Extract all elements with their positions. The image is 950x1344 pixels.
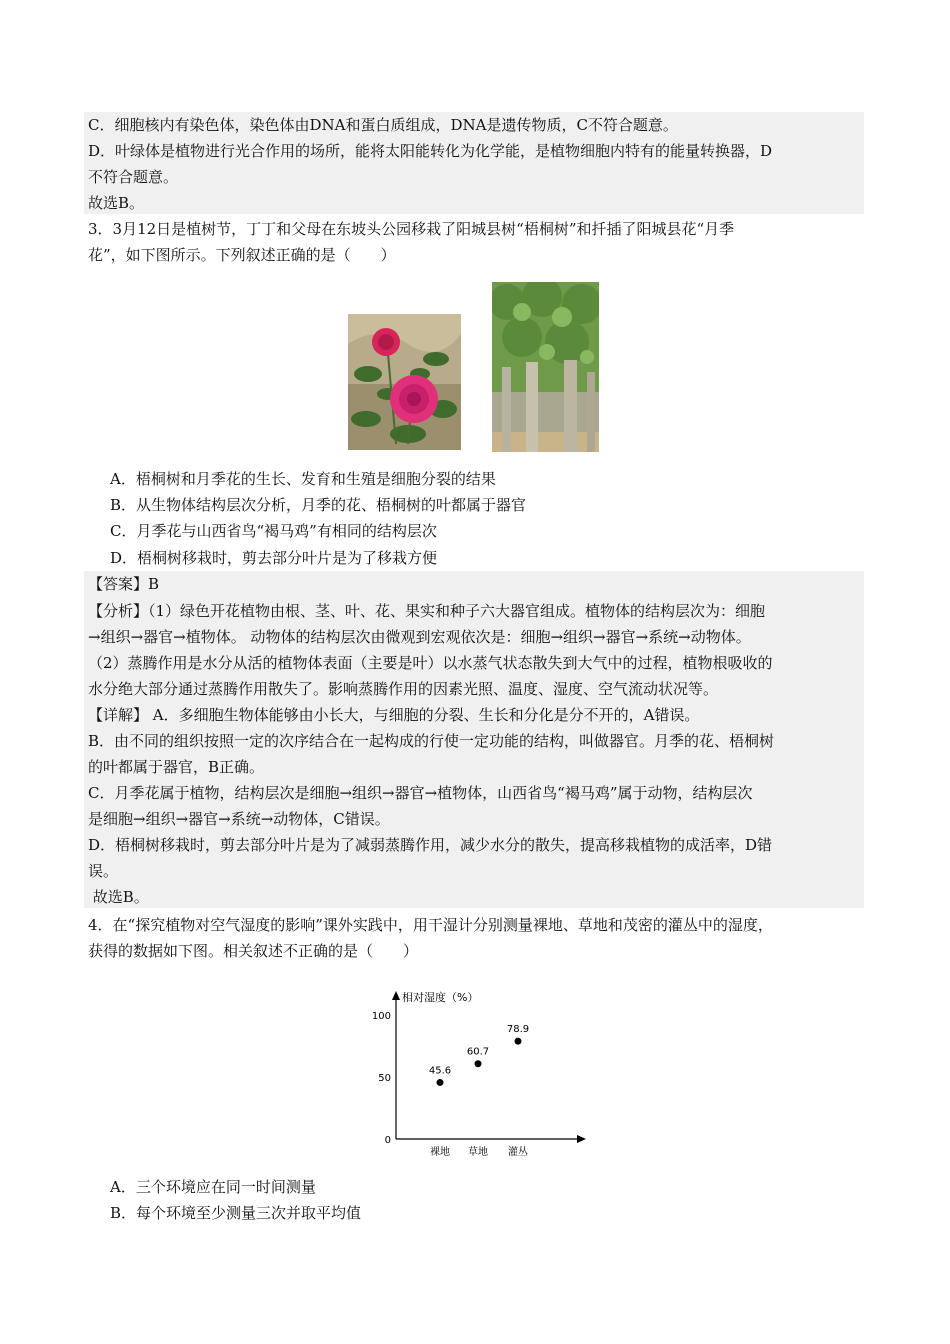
q3-analysis-line: →组织→器官→植物体。 动物体的结构层次由微观到宏观依次是：细胞→组织→器官→系统→动物体。: [88, 628, 751, 646]
data-point: [515, 1038, 522, 1045]
prev-conclusion: 故选B。: [88, 194, 145, 212]
prev-option-c-explanation: C．细胞核内有染色体，染色体由DNA和蛋白质组成，DNA是遗传物质，C不符合题意。: [88, 116, 678, 134]
x-tick-label: 灌丛: [508, 1147, 528, 1158]
humidity-chart: [360, 985, 600, 1160]
q3-detail-line: B．由不同的组织按照一定的次序结合在一起构成的行使一定功能的结构，叫做器官。月季的花、梧桐树: [88, 732, 775, 750]
y-axis-label: 相对湿度（%）: [402, 991, 479, 1004]
y-tick-label: 100: [371, 1011, 391, 1022]
q3-analysis-line: 水分绝大部分通过蒸腾作用散失了。影响蒸腾作用的因素光照、温度、湿度、空气流动状况等。: [88, 680, 719, 698]
q4-stem-line-1: 4．在“探究植物对空气湿度的影响”课外实践中，用干湿计分别测量裸地、草地和茂密的灌丛中的湿度，: [88, 916, 773, 934]
q3-option-c: C．月季花与山西省鸟“褐马鸡”有相同的结构层次: [110, 522, 437, 540]
rose-photo: [348, 314, 461, 450]
y-tick-label: 50: [378, 1073, 391, 1084]
y-axis-arrow: [392, 991, 400, 1000]
q3-answer: 【答案】B: [88, 575, 160, 593]
q3-stem-line-2: 花”，如下图所示。下列叙述正确的是（ ）: [88, 246, 396, 264]
q3-option-a: A．梧桐树和月季花的生长、发育和生殖是细胞分裂的结果: [110, 470, 496, 488]
x-axis-arrow: [577, 1135, 586, 1143]
q4-option-a: A．三个环境应在同一时间测量: [110, 1178, 316, 1196]
data-point: [475, 1060, 482, 1067]
prev-option-d-explanation: D．叶绿体是植物进行光合作用的场所，能将太阳能转化为化学能，是植物细胞内特有的能量转换器，D: [88, 142, 773, 160]
x-tick-label: 裸地: [430, 1147, 450, 1158]
q3-option-b: B．从生物体结构层次分析，月季的花、梧桐树的叶都属于器官: [110, 496, 527, 514]
data-point: [437, 1079, 444, 1086]
q3-analysis-line: 【分析】（1）绿色开花植物由根、茎、叶、花、果实和种子六大器官组成。植物体的结构层次为：细胞: [88, 602, 766, 620]
q4-option-b: B．每个环境至少测量三次并取平均值: [110, 1204, 362, 1222]
q3-conclusion: 故选B。: [88, 888, 149, 906]
q3-analysis-line: （2）蒸腾作用是水分从活的植物体表面（主要是叶）以水蒸气状态散失到大气中的过程，植物根吸收的: [88, 654, 773, 672]
q4-stem-line-2: 获得的数据如下图。相关叙述不正确的是（ ）: [88, 942, 419, 960]
q3-detail-line: C．月季花属于植物，结构层次是细胞→组织→器官→植物体，山西省鸟“褐马鸡”属于动物，结构层次: [88, 784, 753, 802]
data-label: 60.7: [466, 1046, 490, 1058]
q3-detail-line: 的叶都属于器官，B正确。: [88, 758, 265, 776]
q3-detail-line: D．梧桐树移栽时，剪去部分叶片是为了减弱蒸腾作用，减少水分的散失，提高移栽植物的成活率，D错: [88, 836, 773, 854]
q3-detail-line: 误。: [88, 862, 119, 880]
y-tick-label: 0: [384, 1135, 391, 1146]
x-tick-label: 草地: [468, 1147, 488, 1158]
sycamore-photo: [492, 282, 599, 452]
data-label: 78.9: [506, 1024, 530, 1036]
q3-stem-line-1: 3．3月12日是植树节，丁丁和父母在东坡头公园移栽了阳城县树“梧桐树”和扦插了阳城县花“月季: [88, 220, 735, 238]
q3-detail-line: 是细胞→组织→器官→系统→动物体，C错误。: [88, 810, 390, 828]
q3-option-d: D．梧桐树移栽时，剪去部分叶片是为了移栽方便: [110, 549, 438, 567]
q3-detail-line: 【详解】 A．多细胞生物体能够由小长大，与细胞的分裂、生长和分化是分不开的，A错误。: [88, 706, 700, 724]
prev-option-d-explanation-cont: 不符合题意。: [88, 168, 179, 186]
data-label: 45.6: [428, 1065, 452, 1077]
